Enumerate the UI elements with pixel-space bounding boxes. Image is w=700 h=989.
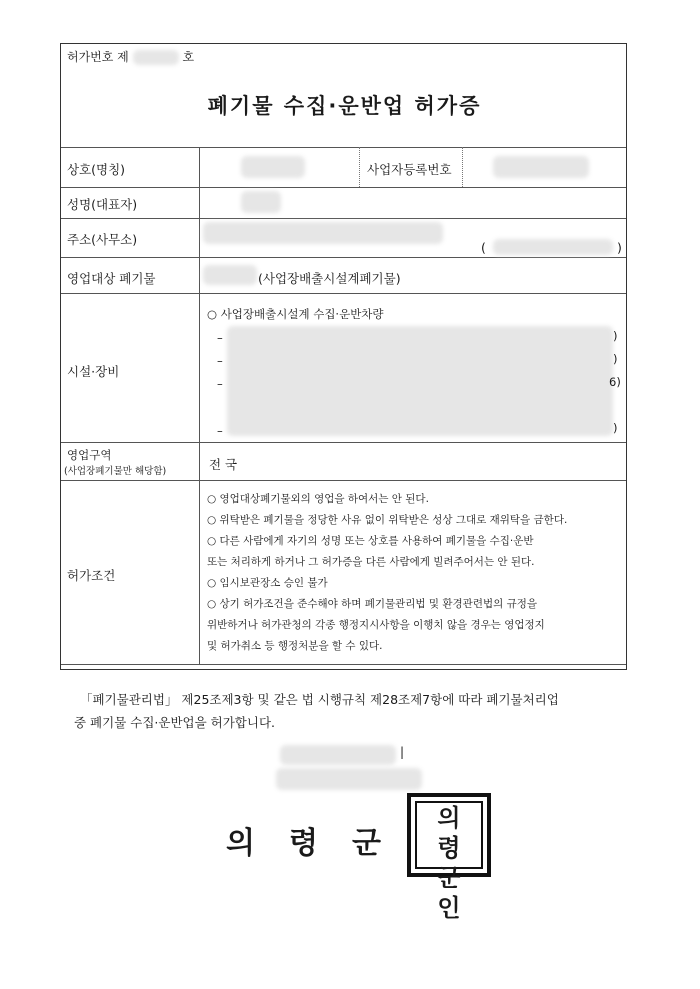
service-area-value: 전 국: [209, 457, 238, 472]
redacted-permit-number: [133, 50, 179, 65]
redacted-representative: [241, 191, 281, 213]
divider: [61, 293, 626, 294]
condition-item: ○ 다른 사람에게 자기의 성명 또는 상호를 사용하여 폐기물을 수집·운반: [207, 535, 534, 547]
address-paren-close: ): [617, 240, 622, 255]
permit-number-label: 허가번호 제: [67, 50, 129, 64]
representative-label: 성명(대표자): [67, 197, 138, 212]
company-name-label: 상호(명칭): [67, 162, 126, 177]
divider: [61, 257, 626, 258]
seal-char: 군: [437, 864, 461, 892]
authorization-statement: [74, 688, 620, 734]
divider: [61, 480, 626, 481]
redacted-date: [280, 745, 396, 765]
condition-item: ○ 상기 허가조건을 준수해야 하며 폐기물관리법 및 환경관련법의 규정을: [207, 598, 538, 610]
redacted-business-number: [493, 156, 589, 178]
authorization-line: 「폐기물관리법」 제25조제3항 및 같은 법 시행규칙 제28조제7항에 따라 폐기물처리업: [80, 692, 559, 707]
divider: [61, 218, 626, 219]
column-divider: [199, 147, 200, 664]
condition-item: ○ 위탁받은 폐기물을 정당한 사유 없이 위탁받은 성상 그대로 재위탁을 금한다.: [207, 514, 568, 526]
facility-closer: ): [613, 421, 618, 435]
document-title: 폐기물 수집·운반업 허가증: [207, 94, 482, 118]
redacted-postal: [493, 239, 613, 255]
condition-item: 위반하거나 허가관청의 각종 행정지시사항을 이행치 않을 경우는 영업정지: [207, 619, 545, 631]
issuer-name: 의령군: [226, 826, 415, 861]
facility-item: ○ 사업장배출시설계 수집·운반차량: [207, 307, 384, 321]
redacted-waste-type: [203, 265, 257, 285]
conditions-label: 허가조건: [67, 568, 116, 583]
seal-char: 의: [437, 804, 461, 832]
facility-dash: –: [217, 377, 223, 391]
waste-type-value: (사업장배출시설계폐기물): [258, 271, 401, 286]
redacted-company-name: [241, 156, 305, 178]
business-registration-label: 사업자등록번호: [367, 162, 452, 177]
seal-char: 령: [437, 834, 461, 862]
divider: [61, 147, 626, 148]
facility-closer: ): [613, 329, 618, 343]
official-seal: [407, 793, 491, 922]
facility-dash: –: [217, 424, 223, 438]
facility-dash: –: [217, 354, 223, 368]
address-label: 주소(사무소): [67, 232, 138, 247]
condition-item: 및 허가취소 등 행정처분을 할 수 있다.: [207, 640, 383, 652]
facility-label: 시설·장비: [67, 364, 120, 379]
facility-dash: –: [217, 331, 223, 345]
divider: [61, 187, 626, 188]
condition-item: ○ 영업대상폐기물외의 영업을 하여서는 안 된다.: [207, 493, 429, 505]
divider: [61, 664, 626, 665]
redacted-address: [203, 222, 443, 244]
facility-closer: ): [613, 352, 618, 366]
waste-type-label: 영업대상 폐기물: [67, 271, 156, 286]
condition-item: ○ 임시보관장소 승인 불가: [207, 577, 328, 589]
service-area-label: 영업구역: [67, 448, 112, 462]
condition-item: 또는 처리하게 하거나 그 허가증을 다른 사람에게 빌려주어서는 안 된다.: [207, 556, 535, 568]
facility-closer: 6): [609, 375, 621, 389]
divider: [61, 442, 626, 443]
permit-document: [60, 43, 627, 670]
column-divider: [462, 147, 463, 187]
seal-glyphs: [415, 801, 483, 922]
authorization-line: 중 폐기물 수집·운반업을 허가합니다.: [74, 715, 275, 730]
column-divider: [359, 147, 360, 187]
permit-number: [67, 48, 194, 65]
permit-number-suffix: 호: [182, 50, 195, 64]
date-mark: |: [400, 745, 405, 759]
redacted-vehicle-list: [227, 326, 613, 436]
service-area-sublabel: (사업장폐기물만 해당함): [64, 466, 167, 477]
redacted-official: [276, 768, 422, 790]
address-paren-open: (: [481, 240, 486, 255]
seal-char: 인: [437, 894, 461, 922]
